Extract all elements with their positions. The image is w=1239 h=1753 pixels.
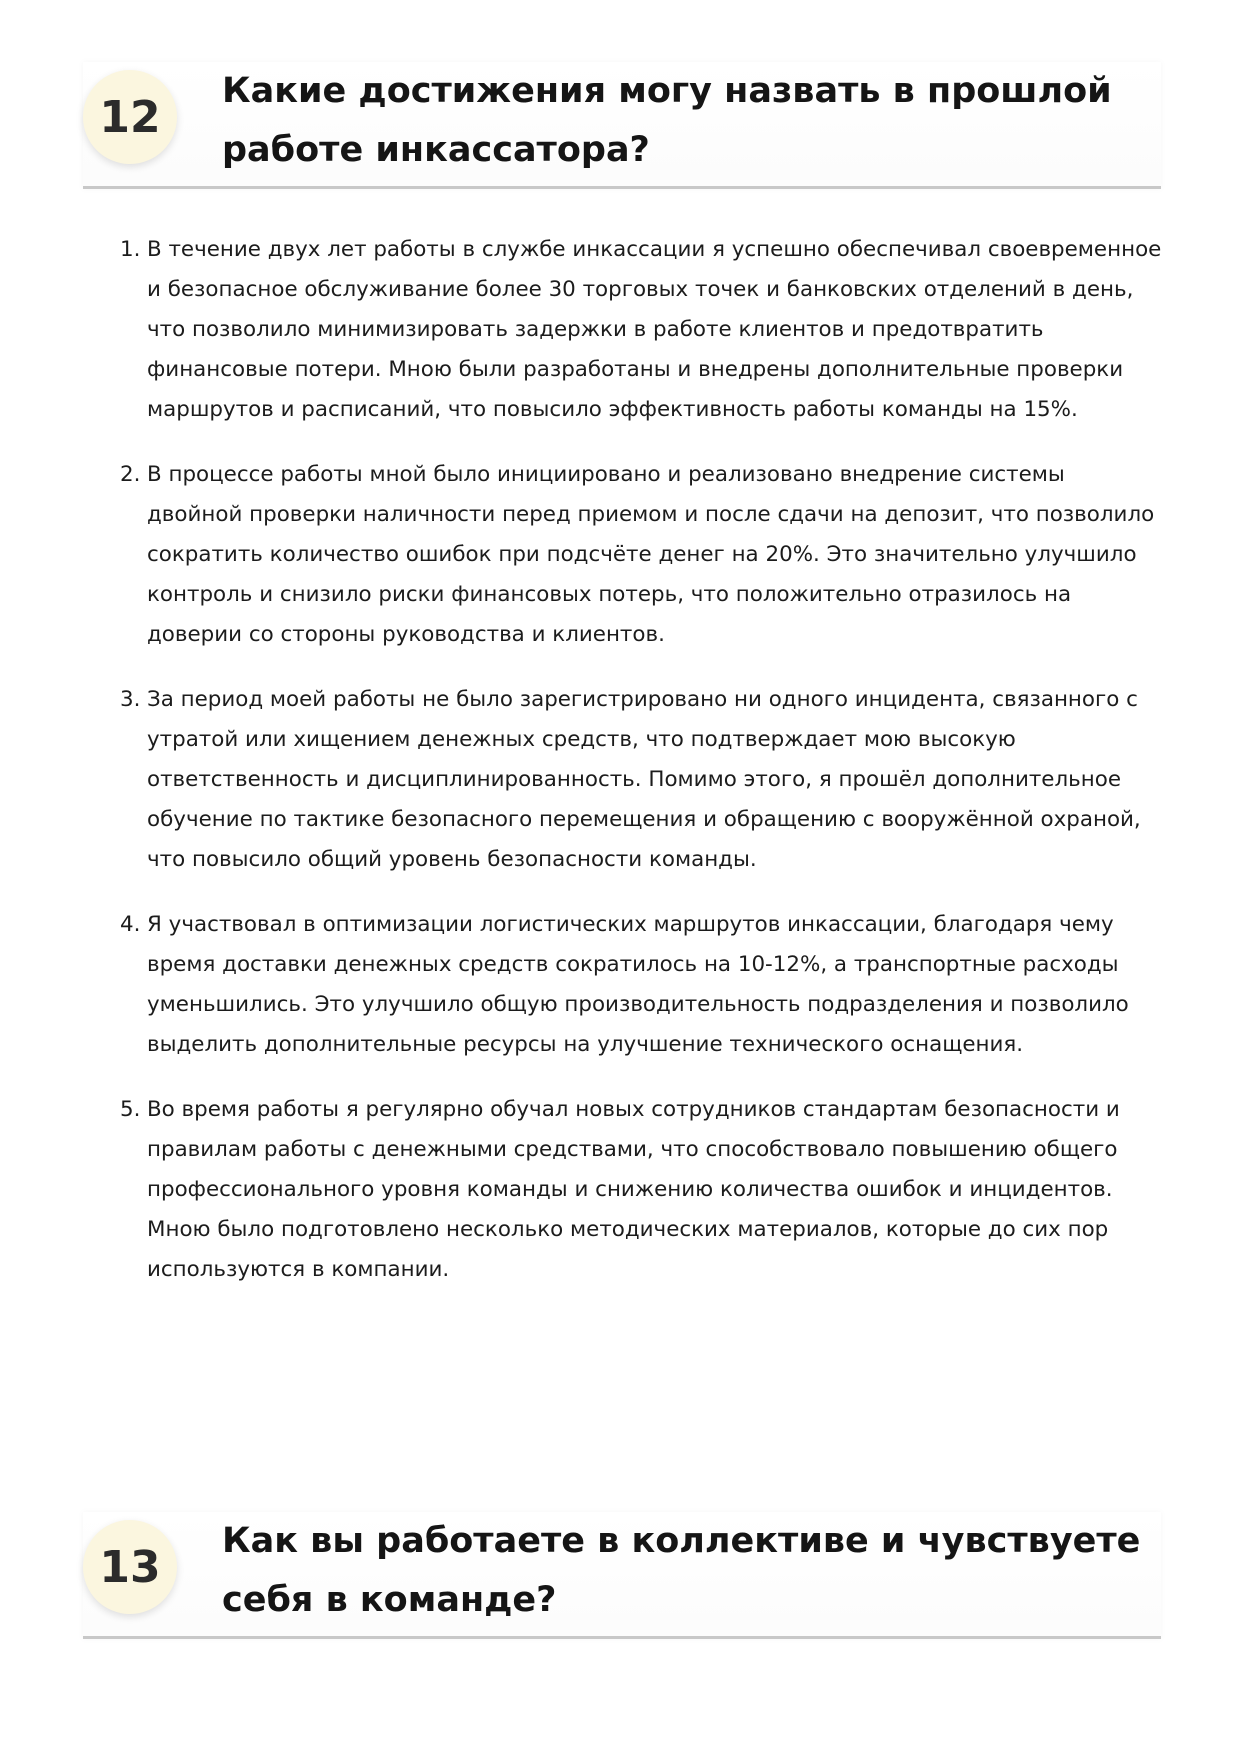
list-item-number: 5. [120,1097,141,1122]
question-title: Как вы работаете в коллективе и чувствуете себя в команде? [222,1521,1141,1620]
question-12-header [83,62,1161,189]
answer-list [120,230,1165,1315]
list-item-text: За период моей работы не было зарегистрировано ни одного инцидента, связанного с утратой или хищением денежных средств, что подтверждает мою высокую ответственность и дисциплинированность. Помимо этого, я прошёл дополнительное обучение по тактике безопасного перемещения и обращению с вооружённой охраной, что повысило общий уровень безопасности команды. [147,687,1141,872]
list-item-number: 2. [120,462,141,487]
question-13 [83,1512,1161,1639]
list-item-number: 3. [120,687,141,712]
list-item-text: Я участвовал в оптимизации логистических маршрутов инкассации, благодаря чему время доставки денежных средств сократилось на 10-12%, а транспортные расходы уменьшились. Это улучшило общую производительность подразделения и позволило выделить дополнительные ресурсы на улучшение технического оснащения. [147,912,1129,1057]
list-item-text: Во время работы я регулярно обучал новых сотрудников стандартам безопасности и правилам работы с денежными средствами, что способствовало повышению общего профессионального уровня команды и снижению количества ошибок и инцидентов. Мною было подготовлено несколько методических материалов, которые до сих пор используются в компании. [147,1097,1120,1282]
list-item-number: 1. [120,237,141,262]
list-item-text: В процессе работы мной было инициировано и реализовано внедрение системы двойной проверки наличности перед приемом и после сдачи на депозит, что позволило сократить количество ошибок при подсчёте денег на 20%. Это значительно улучшило контроль и снизило риски финансовых потерь, что положительно отразилось на доверии со стороны руководства и клиентов. [147,462,1155,647]
question-13-header [83,1512,1161,1639]
list-item [120,680,1165,880]
question-12 [83,62,1161,189]
list-item [120,230,1165,430]
list-item [120,905,1165,1065]
question-title: Какие достижения могу назвать в прошлой работе инкассатора? [222,71,1112,170]
question-number-badge: 12 [83,70,177,164]
list-item [120,1090,1165,1290]
question-number-badge: 13 [83,1520,177,1614]
list-item-number: 4. [120,912,141,937]
list-item-text: В течение двух лет работы в службе инкассации я успешно обеспечивал своевременное и безопасное обслуживание более 30 торговых точек и банковских отделений в день, что позволило минимизировать задержки в работе клиентов и предотвратить финансовые потери. Мною были разработаны и внедрены дополнительные проверки маршрутов и расписаний, что повысило эффективность работы команды на 15%. [147,237,1162,422]
list-item [120,455,1165,655]
